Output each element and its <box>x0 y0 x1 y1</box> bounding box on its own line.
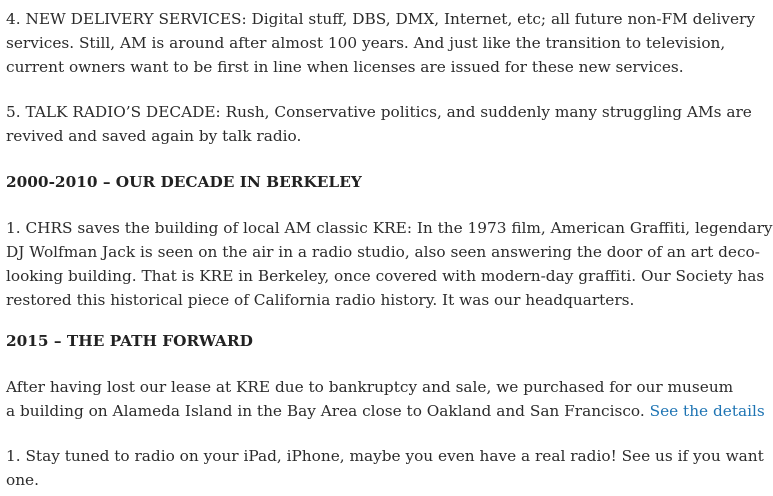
paragraph-new-delivery-services <box>6 7 755 79</box>
text-line <box>6 399 765 423</box>
paragraph-kre-building <box>6 216 773 312</box>
section-heading-path-forward: 2015 – THE PATH FORWARD <box>6 332 253 350</box>
section-heading-berkeley-decade: 2000-2010 – OUR DECADE IN BERKELEY <box>6 173 362 191</box>
paragraph-talk-radio-decade <box>6 100 752 148</box>
text-line: one. <box>6 471 39 489</box>
see-the-details-link[interactable]: See the details <box>649 402 765 420</box>
text-line: 4. NEW DELIVERY SERVICES: Digital stuff, DBS, DMX, Internet, etc; all future non-FM delivery <box>6 10 755 28</box>
text-line: restored this historical piece of California radio history. It was our headquarters. <box>6 291 635 309</box>
text-line: 5. TALK RADIO’S DECADE: Rush, Conservative politics, and suddenly many struggling AMs are <box>6 103 752 121</box>
text-line: DJ Wolfman Jack is seen on the air in a radio studio, also seen answering the door of an art deco- <box>6 243 760 261</box>
text-line: After having lost our lease at KRE due to bankruptcy and sale, we purchased for our museum <box>6 378 734 396</box>
paragraph-alameda-museum <box>6 375 765 423</box>
text-line: 1. Stay tuned to radio on your iPad, iPhone, maybe you even have a real radio! See us if you want <box>6 447 764 465</box>
text-line: current owners want to be first in line when licenses are issued for these new services. <box>6 58 684 76</box>
text-line: 1. CHRS saves the building of local AM classic KRE: In the 1973 film, American Graffiti, legendary <box>6 219 773 237</box>
text-line: revived and saved again by talk radio. <box>6 127 302 145</box>
text-line: services. Still, AM is around after almost 100 years. And just like the transition to television, <box>6 34 726 52</box>
text-fragment: a building on Alameda Island in the Bay Area close to Oakland and San Francisco. <box>6 402 645 420</box>
text-line: looking building. That is KRE in Berkeley, once covered with modern-day graffiti. Our Society has <box>6 267 765 285</box>
paragraph-stay-tuned <box>6 444 764 492</box>
